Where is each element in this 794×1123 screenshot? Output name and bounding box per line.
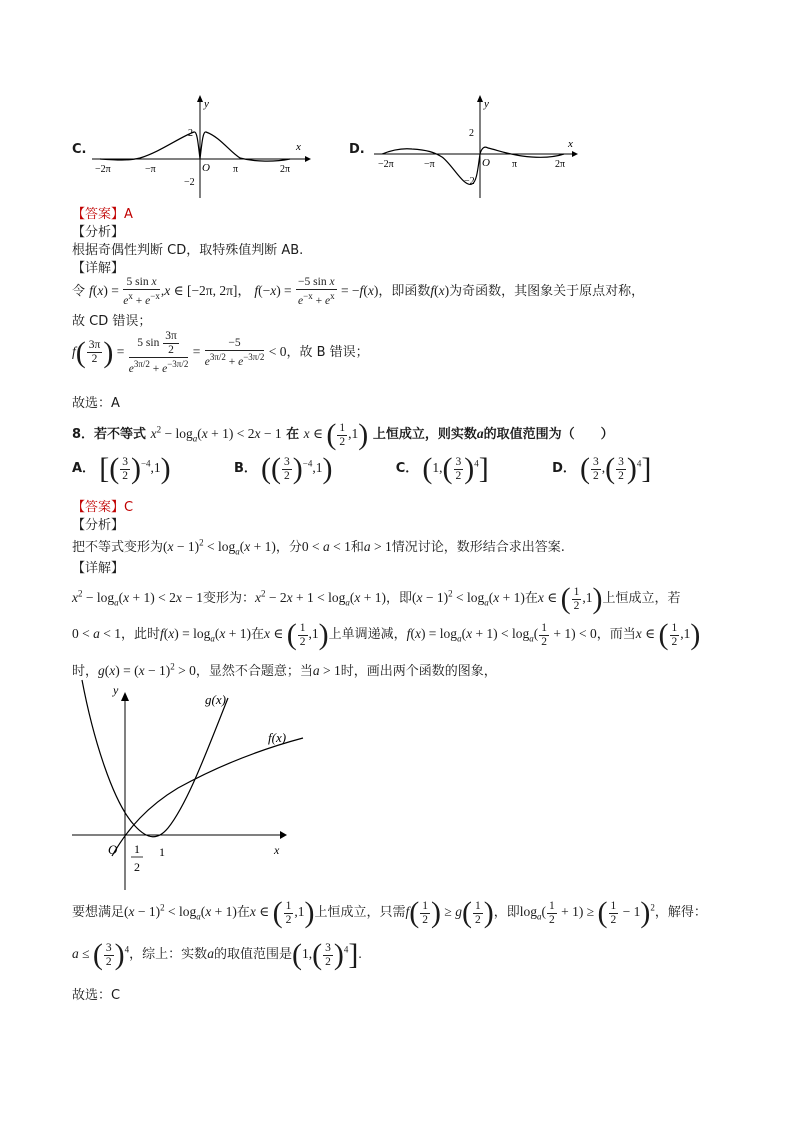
answer-value: A — [124, 207, 133, 222]
q8-detail-line2: 0 < a < 1，此时$f(x) = \log_a(x + 1)$在x ∈ ( $\frac{1}{2}$ ,1)上单调递减，$f(x) = \log_a(x + 1) < \log_a$( $\frac{1}{2}$ + 1) < 0，而当x ∈ ( $\frac{1}{2}$ ,1) — [72, 618, 701, 651]
graph-d-tick: −2 — [464, 176, 475, 187]
graph-d-origin: O — [482, 157, 490, 169]
q8-stem: 8．若不等式 $x^2 - \log_a(x + 1) < 2x - 1$ 在 x ∈ ( $\frac{1}{2}$ ,1) 上恒成立，则实数a的取值范围为（ ） — [72, 418, 614, 451]
svg-text:1: 1 — [134, 842, 140, 856]
q8-options: A． [( $\frac{3}{2}$ )$^{-4}$,1) B． (( $\frac{3}{2}$ )$^{-4}$,1) C． (1,( $\frac{3}{2}$ )$^4$] D． ( $\frac{3}{2}$ ,( $\frac{3}{2}$ )$^4$] — [72, 452, 652, 485]
graph-d-tick: −π — [424, 159, 435, 170]
option-a: A． — [72, 461, 96, 477]
option-d: D． — [552, 461, 576, 477]
graph-option-c — [90, 92, 320, 202]
graph-origin: O — [108, 842, 118, 857]
graph-d-y-label: y — [484, 98, 489, 110]
q8-detail-line1: $x^2 - \log_a(x + 1) < 2x - 1$变形为：$x^2 - 2x + 1 < \log_a(x + 1)$，即$(x - 1)^2 < \log_a(x + 1)$在x ∈ ( $\frac{1}{2}$ ,1)上恒成立，若 — [72, 582, 681, 615]
q8-analysis-tag: 【分析】 — [72, 518, 125, 533]
graph-c-tick: −2π — [95, 164, 111, 175]
answer-tag: 【答案】 — [72, 500, 125, 515]
graph-g-label: g(x) — [205, 692, 226, 707]
graph-y-label: y — [113, 683, 119, 697]
q7-detail-line2: 故 CD 错误； — [72, 314, 152, 329]
graph-d-tick: 2π — [555, 159, 566, 170]
q8-answer — [72, 496, 133, 515]
svg-text:2: 2 — [134, 860, 140, 874]
graph-d-tick: π — [512, 159, 518, 170]
graph-c-tick: π — [233, 164, 239, 175]
graph-c-x-label: x — [296, 141, 301, 153]
graph-f-label: f(x) — [268, 730, 287, 745]
q7-analysis-text: 根据奇偶性判断 CD，取特殊值判断 AB. — [72, 243, 304, 258]
q7-answer — [72, 203, 133, 222]
q8-choose: 故选：C — [72, 988, 121, 1003]
graph-x-label: x — [274, 843, 280, 857]
formula-f-3pi-2: f( $\frac{3\pi}{2}$ ) = 5 sin $\frac{3\pi}{2}$ $e^{3\pi/2} + e^{-3\pi/2}$ = $\frac{-5}{e^{3\pi/2} + e^{-3\pi/2}}$ < 0 — [72, 330, 287, 375]
graph-c-origin: O — [202, 162, 210, 174]
q8-detail-line5: a ≤ ( $\frac{3}{2}$ )$^4$，综上：实数a的取值范围是(1,( $\frac{3}{2}$ )$^4$]. — [72, 938, 362, 971]
graph-c-tick: −π — [145, 164, 156, 175]
option-b: B． — [233, 461, 257, 477]
graph-d-x-label: x — [568, 138, 573, 150]
q8-detail-line3: 时，$g(x) = (x - 1)^2 > 0$，显然不合题意；当a > 1时，画出两个函数的图象， — [72, 661, 497, 679]
graph-c-tick: 2π — [280, 164, 291, 175]
graph-c-y-label: y — [204, 98, 209, 110]
answer-value: C — [124, 500, 134, 515]
q7-detail-line3: f( $\frac{3\pi}{2}$ ) = 5 sin $\frac{3\pi}{2}$ $e^{3\pi/2} + e^{-3\pi/2}$ = $\frac{-5}{e^{3\pi/2} + e^{-3\pi/2}}$ < 0，故 B 错误； — [72, 330, 369, 375]
graph-d-tick: −2π — [378, 159, 394, 170]
graph-c-tick: −2 — [184, 177, 195, 188]
q7-detail-line1: 令 f(x) = $\frac{\text{5 sin x}}{e^x + e^{-x}}$ ,x ∈ [−2π, 2π]， f(−x) = $\frac{\text{−5 sin x}}{e^{-x} + e^x}$ = −f(x)，即函数f(x)为奇函数，其图象关于原点对称， — [72, 276, 645, 307]
q8-function-graph — [68, 678, 308, 893]
graph-d-tick: 2 — [469, 128, 474, 139]
graph-c-tick: 2 — [188, 128, 193, 139]
formula-f-def: f(x) = $\frac{\text{5 sin x}}{e^x + e^{-x}}$ ,x ∈ [−2π, 2π]， f(−x) = $\frac{\text{−5 sin x}}{e^{-x} + e^x}$ = −f(x) — [89, 276, 379, 307]
q7-analysis-tag: 【分析】 — [72, 225, 125, 240]
option-c: C． — [395, 461, 419, 477]
q7-detail-tag: 【详解】 — [72, 261, 125, 276]
option-d-label: D. — [349, 142, 365, 157]
answer-tag: 【答案】 — [72, 207, 125, 222]
q7-choose: 故选：A — [72, 396, 120, 411]
option-c-label: C. — [72, 142, 87, 157]
q8-analysis-text: 把不等式变形为$(x - 1)^2 < \log_a(x + 1)$，分0 < a < 1和a > 1情况讨论，数形结合求出答案. — [72, 537, 565, 557]
q8-detail-tag: 【详解】 — [72, 561, 125, 576]
graph-tick-one: 1 — [159, 845, 165, 859]
graph-option-d — [372, 92, 584, 202]
q8-detail-line4: 要想满足$(x - 1)^2 < \log_a(x + 1)$在x ∈ ( $\frac{1}{2}$ ,1)上恒成立，只需f( $\frac{1}{2}$ ) ≥ g( $\frac{1}{2}$ )，即$\log_a$( $\frac{1}{2}$ + 1) ≥ ( $\frac{1}{2}$ − 1)$^2$，解得： — [72, 896, 707, 929]
